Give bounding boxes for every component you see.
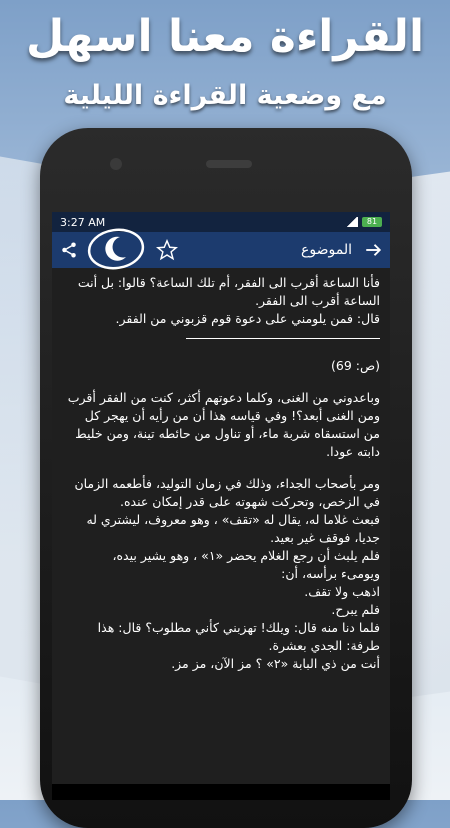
app-toolbar bbox=[52, 232, 390, 268]
share-icon[interactable] bbox=[60, 241, 78, 259]
battery-icon bbox=[362, 217, 382, 227]
text-line: في الزخص، وتحركت شهوته على قدر إمكان عنده. bbox=[119, 494, 380, 509]
text-line: ومر بأصحاب الجداء، وذلك في زمان التوليد، فأطعمه الزمان bbox=[74, 476, 380, 491]
text-line: فلم يلبث أن رجع الغلام يحضر «١» ، وهو يشير بيده، bbox=[112, 548, 380, 563]
star-icon[interactable] bbox=[156, 239, 178, 261]
text-line: جديا، فوقف غير بعيد. bbox=[270, 530, 380, 545]
signal-icon bbox=[346, 217, 358, 227]
toolbar-title-group bbox=[301, 241, 382, 259]
text-line: طرفة: الجدي بعشرة. bbox=[268, 638, 380, 653]
section-divider bbox=[186, 338, 380, 339]
earpiece-speaker bbox=[206, 160, 252, 168]
battery-level: 81 bbox=[366, 217, 378, 226]
text-line: الساعة أقرب الى الفقر. bbox=[255, 293, 380, 308]
front-camera bbox=[110, 158, 122, 170]
page-title: الموضوع bbox=[301, 242, 352, 258]
text-line: أنت من ذي البابة «٢» ؟ مز الآن، مز مز. bbox=[171, 656, 380, 671]
promo-subline: مع وضعية القراءة الليلية bbox=[63, 80, 387, 111]
back-arrow-icon[interactable] bbox=[364, 241, 382, 259]
text-line: من استسقاه شربة ماء، أو تناول من حائطه تينة، ومن خليط bbox=[75, 426, 380, 441]
promo-headline: القراءة معنا اسهل bbox=[25, 11, 425, 62]
status-indicators bbox=[346, 217, 382, 227]
text-line: وباعدوني من الغنى، وكلما دعوتهم أكثر، كنت من الفقر أقرب bbox=[67, 390, 380, 405]
text-line: ويومىء برأسه، أن: bbox=[281, 566, 380, 581]
text-line: قال: فمن يلومني على دعوة قوم قزبوني من الفقر. bbox=[115, 311, 380, 326]
text-line: فلم يبرح. bbox=[331, 602, 380, 617]
text-line: اذهب ولا تقف. bbox=[304, 584, 380, 599]
toolbar-actions bbox=[60, 227, 178, 273]
page-reference: (ص: 69) bbox=[331, 358, 380, 373]
text-line: دابته عودا. bbox=[326, 444, 380, 459]
system-nav-bar bbox=[52, 784, 390, 800]
text-line: فأنا الساعة أقرب الى الفقر، أم تلك الساعة؟ قالوا: بل أنت bbox=[77, 275, 380, 290]
text-line: فبعث غلاما له، يقال له «تقف» ، وهو معروف، ليشتري له bbox=[86, 512, 380, 527]
phone-frame bbox=[40, 128, 412, 828]
phone-screen bbox=[52, 212, 390, 800]
night-mode-icon[interactable] bbox=[86, 227, 148, 273]
reading-content[interactable] bbox=[52, 268, 390, 679]
status-time: 3:27 AM bbox=[60, 215, 106, 229]
text-line: ومن الغنى أبعد؟! وفي قياسه هذا أن من رأيه أن يهجر كل bbox=[84, 408, 380, 423]
text-line: فلما دنا منه قال: ويلك! تهزبني كأني مطلوب؟ قال: هذا bbox=[97, 620, 380, 635]
